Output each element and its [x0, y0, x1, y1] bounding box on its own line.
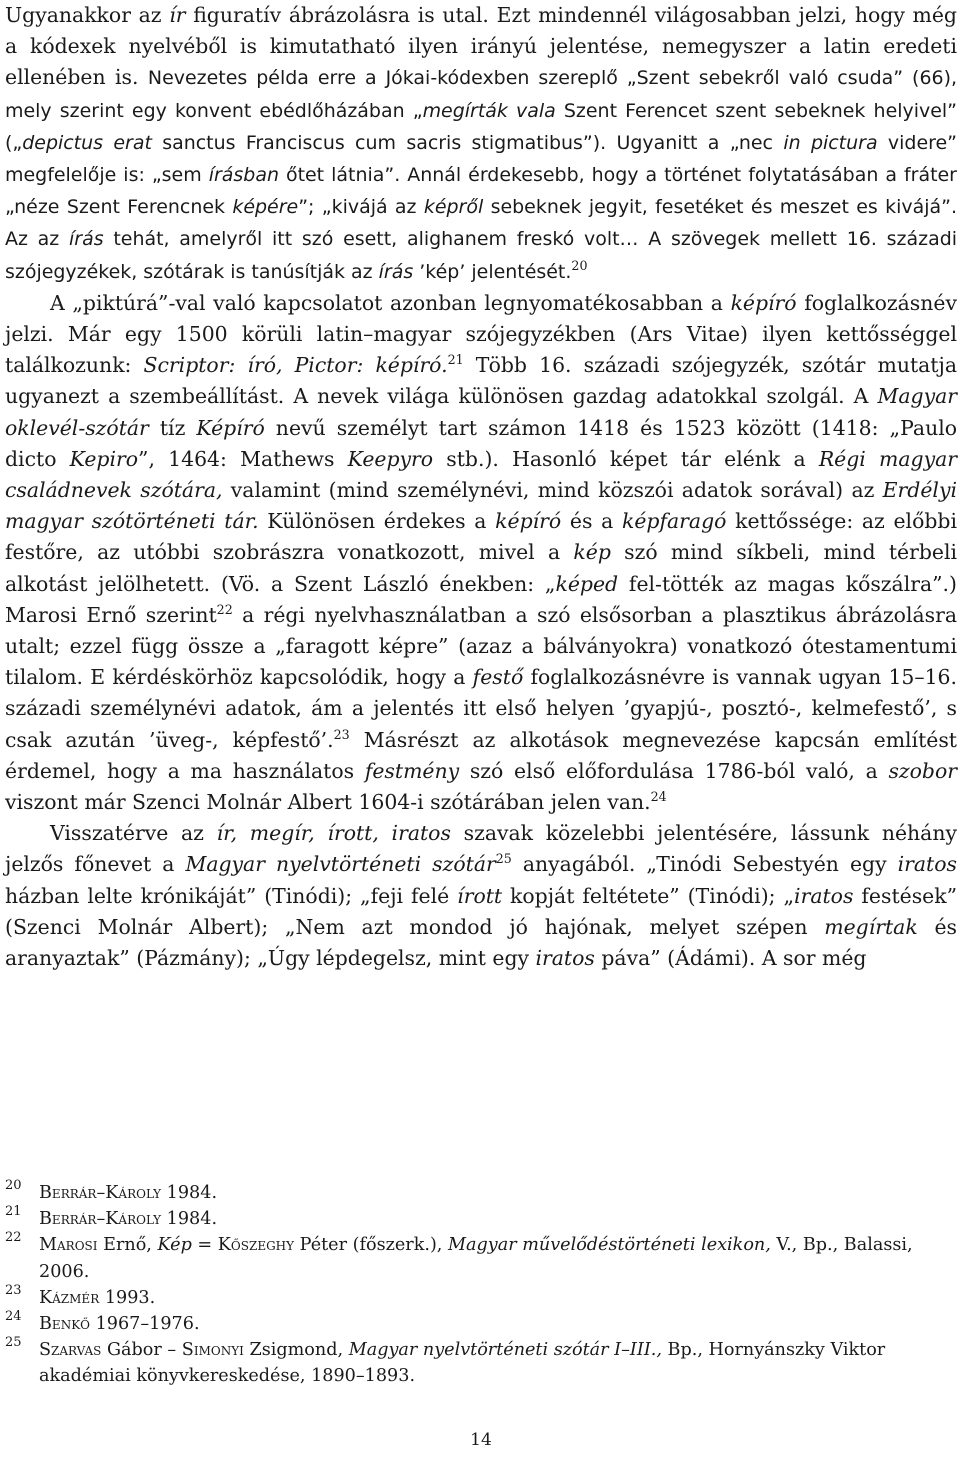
footnote-text [39, 1206, 957, 1232]
text-run: videre” megfelelője is: „sem [5, 131, 957, 187]
footnote-number: 22 [5, 1230, 22, 1246]
text-run: páva” (Ádámi). A sor még [594, 946, 867, 971]
author-name: Szarvas [39, 1340, 102, 1361]
italic-term: szobor [888, 758, 957, 783]
text-run: Gábor – [101, 1340, 182, 1361]
italic-term: ír [169, 3, 186, 27]
italic-term: Scriptor: író, Pictor: képíró. [143, 353, 448, 378]
text-run: sanctus Franciscus cum sacris stigmatibus”). Ugyanitt a „nec [151, 131, 784, 154]
italic-term: írott [457, 883, 503, 908]
italic-term: írás [378, 260, 414, 283]
footnote-24 [5, 1311, 957, 1337]
italic-term: írás [69, 228, 104, 251]
text-run: viszont már Szenci Molnár Albert 1604-i szótárában jelen van. [5, 790, 651, 815]
italic-term: iratos [897, 852, 957, 877]
footnote-ref-20[interactable]: 20 [571, 257, 588, 273]
footnote-20 [5, 1180, 957, 1206]
italic-term: képed [555, 571, 619, 596]
author-name: Simonyi [181, 1340, 244, 1361]
italic-term: ír, megír, írott, iratos [216, 821, 451, 846]
book-page [5, 0, 957, 1482]
text-run: foglalkozásnévre is vannak ugyan 15–16. századi személynévi adatok, ám a jelentés itt első helyen ’gyapjú-, posztó-, kelmefestő’, s csak azután ’üveg-, képfestő’. [5, 665, 958, 752]
paragraph-1 [5, 0, 957, 288]
paragraph-2 [5, 288, 957, 818]
footnote-number: 21 [5, 1204, 22, 1220]
footnote-21 [5, 1206, 957, 1232]
italic-title: Régi magyar családnevek szótára, [5, 446, 957, 503]
italic-term: képfaragó [622, 509, 727, 534]
italic-term: Keepyro [347, 446, 434, 471]
italic-title: Magyar nyelvtörténeti szótár [185, 852, 496, 877]
text-run: A „piktúrá”-val való kapcsolatot azonban legnyomatékosabban a [50, 290, 731, 315]
text-run: ’kép’ jelentését. [413, 260, 572, 283]
text-run: Zsigmond, [243, 1340, 349, 1361]
footnote-text [39, 1180, 957, 1206]
text-run: stb.). Hasonló képet tár elénk a [433, 446, 819, 471]
text-run: 1993. [99, 1287, 156, 1308]
text-run: sebeknek jegyit, fesetéket és meszet es kivájá”. Az az [5, 196, 957, 251]
author-name: Berrár–Károly [39, 1209, 162, 1230]
italic-term: írásban [208, 164, 279, 187]
text-run: V., Bp., Balassi, 2006. [39, 1235, 913, 1282]
italic-title: Magyar oklevél-szótár [5, 384, 957, 440]
footnote-ref-22[interactable]: 22 [216, 602, 233, 618]
footnote-number: 24 [5, 1309, 22, 1325]
text-run: kettőssége: az előbbi festőre, az utóbbi szobrászra vonatkozott, mivel a [5, 509, 957, 565]
text-run: szó mind síkbeli, mind térbeli alkotást jelölhetett. (Vö. a Szent László énekben: „ [5, 540, 957, 596]
text-run: kopját feltétete” (Tinódi); „ [502, 883, 795, 908]
text-run: házban lelte krónikáját” (Tinódi); „feji felé [5, 883, 458, 908]
text-run: festések” (Szenci Molnár Albert); „Nem azt mondod jó hajónak, melyet szépen [5, 883, 958, 939]
text-run: 1984. [161, 1183, 218, 1203]
text-run: Másrészt az alkotások megnevezése kapcsán említést érdemel, hogy a ma használatos [5, 727, 957, 783]
italic-term: festmény [364, 758, 460, 783]
page-number: 14 [470, 1430, 492, 1450]
footnote-text [39, 1337, 957, 1389]
text-run: szavak közelebbi jelentésére, lássunk néhány jelzős főnevet a [5, 821, 957, 877]
text-run: 1984. [161, 1209, 218, 1230]
italic-term: festő [472, 665, 524, 690]
text-run: foglalkozásnév jelzi. Már egy 1500 körüli latin–magyar szójegyzékben (Ars Vitae) ilyen kettősséggel találkozunk: [5, 290, 957, 378]
italic-term: depictus erat [22, 131, 152, 154]
italic-term: in pictura [783, 131, 878, 154]
italic-title: Magyar nyelvtörténeti szótár I–III., [348, 1340, 662, 1361]
italic-term: iratos [794, 883, 854, 908]
italic-term: képíró [495, 509, 562, 534]
italic-term: megírtak [824, 914, 918, 939]
footnote-ref-23[interactable]: 23 [333, 726, 350, 742]
footnote-number: 25 [5, 1335, 22, 1351]
text-run: Bp., Hornyánszky Viktor akadémiai könyvkereskedése, 1890–1893. [39, 1340, 886, 1387]
text-run: és aranyaztak” (Pázmány); „Úgy lépdegelsz, mint egy [5, 914, 958, 971]
footnote-23 [5, 1282, 957, 1311]
italic-term: megírták vala [422, 99, 556, 122]
italic-term: Kepiro [69, 446, 139, 471]
text-run: ”, 1464: Mathews [138, 446, 348, 471]
text-run: őtet látnia”. [278, 164, 401, 187]
footnote-text [39, 1311, 957, 1337]
italic-title: Kép [157, 1235, 192, 1256]
text-run: fel-tötték az magas kőszálra”.) Marosi Ernő szerint [5, 571, 957, 627]
text-run: Annál érdekesebb, hogy a történet folytatásában a fráter „néze Szent Ferencnek [5, 164, 957, 219]
text-run: Péter (főszerk.), [294, 1235, 448, 1256]
footnote-text [39, 1285, 957, 1311]
italic-term: Képíró [196, 415, 265, 440]
footnote-number: 23 [5, 1282, 22, 1298]
author-name: Kőszeghy [217, 1235, 295, 1256]
italic-term: kép [573, 540, 611, 565]
sans-text-run [5, 67, 957, 282]
text-run: figuratív ábrázolásra is utal. Ezt mindennél világosabban jelzi, hogy még a kódexek nyelvéből is kimutatható ilyen irányú jelentése, nemegyszer a latin eredeti ellenében is. [5, 3, 957, 90]
text-run: és a [561, 509, 622, 534]
italic-term: képíró [730, 290, 797, 315]
author-name: Marosi [39, 1235, 98, 1256]
footnote-text [39, 1232, 957, 1284]
footnotes [5, 1180, 957, 1390]
paragraph-3 [5, 818, 957, 974]
author-name: Berrár–Károly [39, 1183, 162, 1203]
footnote-25 [5, 1337, 957, 1389]
italic-term: képére [232, 196, 299, 219]
footnote-ref-21[interactable]: 21 [447, 352, 464, 368]
text-run: a régi nyelvhasználatban a szó elsősorban a plasztikus ábrázolásra utalt; ezzel függ össze a „faragott képre” (azaz a bálványokra) vonatkozó ótestamentumi tilalom. E kérdéskörhöz kapcsolódik, hogy a [5, 602, 957, 690]
text-run: nevű személyt tart számon 1418 és 1523 között (1418: „Paulo dicto [5, 415, 957, 471]
italic-term: képről [423, 196, 484, 219]
text-run: szó első előfordulása 1786-ból való, a [459, 758, 889, 783]
text-run: Különösen érdekes a [258, 509, 496, 534]
text-run: valamint (mind személynévi, mind közszói adatok sorával) az [222, 478, 883, 503]
text-run: Több 16. századi szójegyzék, szótár mutatja ugyanezt a szembeállítást. A nevek világa különösen gazdag adatokkal szolgál. A [5, 353, 957, 409]
text-run: Ugyanakkor az [5, 3, 170, 27]
footnote-number: 20 [5, 1178, 22, 1193]
text-run: tehát, amelyről itt szó esett, alighanem freskó volt… A szövegek mellett 16. századi szójegyzékek, szótárak is tanúsítják az [5, 228, 957, 283]
author-name: Benkő [39, 1314, 90, 1335]
text-run: Visszatérve az [50, 821, 217, 846]
italic-title: Erdélyi magyar szótörténeti tár. [5, 478, 957, 534]
author-name: Kázmér [39, 1287, 100, 1308]
footnote-22 [5, 1232, 957, 1284]
text-run: ”; „kivájá az [298, 196, 424, 219]
text-run: 1967–1976. [90, 1314, 200, 1335]
text-run: Ernő, [97, 1235, 158, 1256]
text-run: anyagából. „Tinódi Sebestyén egy [511, 852, 898, 877]
text-run: tíz [148, 415, 197, 440]
text-run: Nevezetes példa erre a Jókai-kódexben szereplő „Szent sebekről való csuda” (66), mely szerint egy konvent ebédlőházában „ [5, 67, 958, 122]
text-run: Szent Ferencet szent sebeknek helyivel” („ [5, 99, 957, 154]
italic-title: Magyar művelődéstörténeti lexikon, [448, 1235, 771, 1256]
italic-term: iratos [535, 946, 595, 971]
text-run: = [191, 1235, 218, 1256]
main-text [5, 0, 957, 974]
footnote-ref-25[interactable]: 25 [495, 851, 512, 867]
footnote-ref-24[interactable]: 24 [650, 789, 667, 805]
